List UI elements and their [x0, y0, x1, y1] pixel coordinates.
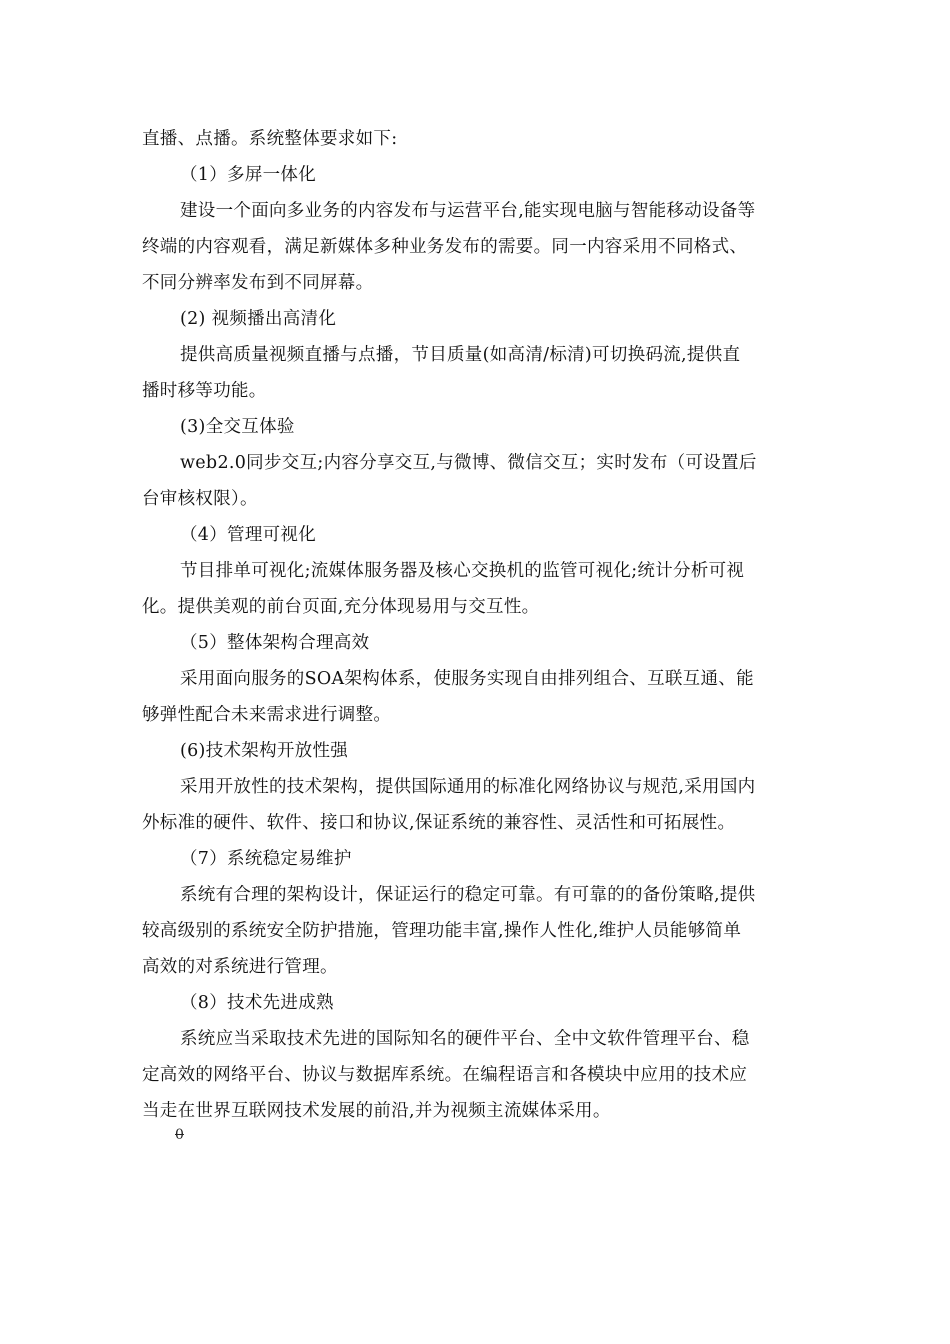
section-heading-3: (3)全交互体验 [180, 417, 295, 437]
section-heading-5: （5）整体架构合理高效 [180, 633, 370, 653]
footer-mark: 0 [175, 1127, 184, 1143]
text-line: 直播、点播。系统整体要求如下: [142, 129, 398, 149]
section-heading-7: （7）系统稳定易维护 [180, 849, 352, 869]
section-heading-1: （1）多屏一体化 [180, 165, 317, 185]
text-line: 播时移等功能。 [142, 381, 267, 401]
text-line: 不同分辨率发布到不同屏幕。 [142, 273, 374, 293]
text-line: 较高级别的系统安全防护措施，管理功能丰富,操作人性化,维护人员能够简单 [142, 921, 742, 941]
text-line: 高效的对系统进行管理。 [142, 957, 338, 977]
text-line: 终端的内容观看，满足新媒体多种业务发布的需要。同一内容采用不同格式、 [142, 237, 748, 257]
text-line: 系统有合理的架构设计，保证运行的稳定可靠。有可靠的的备份策略,提供 [180, 885, 756, 905]
text-line: 台审核权限）。 [142, 489, 258, 509]
text-line: 化。提供美观的前台页面,充分体现易用与交互性。 [142, 597, 540, 617]
section-heading-8: （8）技术先进成熟 [180, 993, 334, 1013]
text-line: 够弹性配合未来需求进行调整。 [142, 705, 392, 725]
section-heading-2: (2) 视频播出高清化 [180, 309, 337, 329]
text-line: 建设一个面向多业务的内容发布与运营平台,能实现电脑与智能移动设备等 [180, 201, 756, 221]
text-line: 采用开放性的技术架构，提供国际通用的标准化网络协议与规范,采用国内 [180, 777, 756, 797]
section-heading-6: (6)技术架构开放性强 [180, 741, 349, 761]
text-line: 提供高质量视频直播与点播，节目质量(如高清/标清)可切换码流,提供直 [180, 345, 741, 365]
text-line: 节目排单可视化;流媒体服务器及核心交换机的监管可视化;统计分析可视 [180, 561, 745, 581]
text-line: 定高效的网络平台、协议与数据库系统。在编程语言和各模块中应用的技术应 [142, 1065, 748, 1085]
text-line: 系统应当采取技术先进的国际知名的硬件平台、全中文软件管理平台、稳 [180, 1029, 750, 1049]
text-line: 当走在世界互联网技术发展的前沿,并为视频主流媒体采用。 [142, 1101, 611, 1121]
section-heading-4: （4）管理可视化 [180, 525, 317, 545]
text-line: 采用面向服务的SOA架构体系，使服务实现自由排列组合、互联互通、能 [180, 669, 754, 689]
text-line: 外标准的硬件、软件、接口和协议,保证系统的兼容性、灵活性和可拓展性。 [142, 813, 736, 833]
text-line: web2.0同步交互;内容分享交互,与微博、微信交互；实时发布（可设置后 [180, 453, 757, 473]
